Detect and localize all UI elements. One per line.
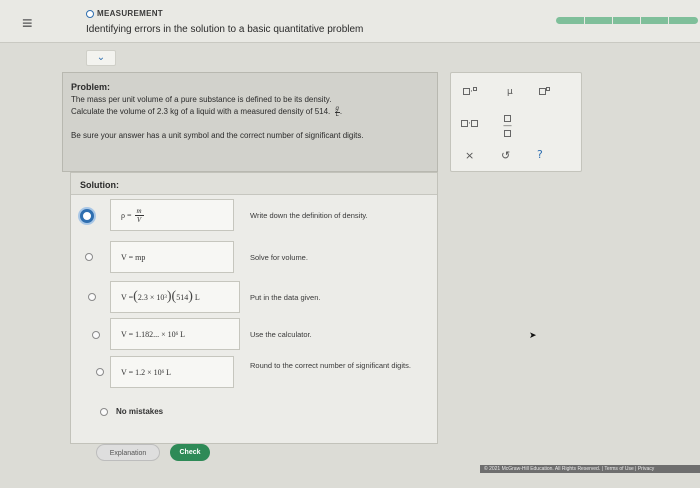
copyright-text: © 2021 McGraw-Hill Education. All Rights Reserved. <box>484 466 601 472</box>
density-unit <box>335 106 340 118</box>
step-3-density: 514 <box>176 292 189 302</box>
step-4-unit: L <box>180 329 186 339</box>
collapse-chevron-button[interactable]: ⌄ <box>86 50 116 66</box>
fraction-icon[interactable]: — <box>503 115 512 138</box>
step-5-radio[interactable] <box>96 368 104 376</box>
terms-link[interactable]: Terms of Use <box>604 466 634 472</box>
step-1-denominator: V <box>136 215 142 224</box>
density-unit-denominator: L <box>335 112 339 118</box>
no-mistakes-radio[interactable] <box>100 408 108 416</box>
step-5-unit: L <box>166 367 172 377</box>
problem-box <box>62 72 438 172</box>
step-3-radio[interactable] <box>88 293 96 301</box>
step-4-radio[interactable] <box>92 331 100 339</box>
step-5-value: V = 1.2 × 10 <box>121 367 162 377</box>
multiply-dot-icon[interactable]: · <box>461 119 478 129</box>
density-unit-numerator: g <box>335 106 339 112</box>
topic-title: Identifying errors in the solution to a basic quantitative problem <box>86 24 364 35</box>
section-label <box>86 9 163 18</box>
section-status-icon <box>86 10 94 18</box>
step-4-exponent: 6 <box>175 331 179 337</box>
check-button[interactable]: Check <box>170 444 210 461</box>
micro-prefix-button[interactable]: μ <box>507 87 513 97</box>
step-3-mass: 2.3 × 10 <box>137 292 165 302</box>
progress-bar <box>556 17 698 24</box>
step-4-math <box>110 318 240 350</box>
step-3-lhs: V = <box>121 292 134 302</box>
exponent-icon[interactable] <box>539 87 550 97</box>
explanation-button[interactable]: Explanation <box>96 444 160 461</box>
step-2-description: Solve for volume. <box>250 253 308 262</box>
step-2-radio[interactable] <box>85 253 93 261</box>
step-5-exponent: 6 <box>161 369 165 375</box>
problem-line-2-text: Calculate the volume of 2.3 kg of a liquid with a measured density of 514. <box>71 107 331 117</box>
problem-instruction: Be sure your answer has a unit symbol and the correct number of significant digits. <box>71 131 364 141</box>
step-1-fraction <box>135 207 144 224</box>
math-toolbox <box>450 72 582 172</box>
step-1-radio[interactable] <box>80 209 94 223</box>
step-3-unit: L <box>194 292 200 302</box>
problem-line-1: The mass per unit volume of a pure substance is defined to be its density. <box>71 95 332 104</box>
step-4-description: Use the calculator. <box>250 330 312 339</box>
step-1-description: Write down the definition of density. <box>250 211 368 220</box>
scientific-notation-icon[interactable]: · <box>463 87 477 97</box>
footer-bar: © 2021 McGraw-Hill Education. All Rights Reserved. | Terms of Use | Privacy <box>480 465 700 473</box>
step-3-math: V = ( 2.3 × 10 3 ) ( 514 ) L <box>110 281 240 313</box>
undo-button[interactable]: ↺ <box>501 149 511 162</box>
problem-line-2: Calculate the volume of 2.3 kg of a liquid with a measured density of 514. $\frac{g}{L}$. <box>71 106 343 118</box>
step-1-numerator: m <box>136 206 142 215</box>
step-2-math: V = mp <box>110 241 234 273</box>
step-3-description: Put in the data given. <box>250 293 321 302</box>
step-1-lhs: ρ = <box>121 210 132 220</box>
step-1-math <box>110 199 234 231</box>
solution-heading: Solution: <box>71 173 437 195</box>
step-5-math <box>110 356 234 388</box>
mouse-cursor-icon: ➤ <box>529 330 537 340</box>
problem-heading: Problem: <box>71 82 111 92</box>
section-label-text: MEASUREMENT <box>97 9 163 18</box>
privacy-link[interactable]: Privacy <box>637 466 655 472</box>
no-mistakes-label: No mistakes <box>116 407 164 416</box>
help-button[interactable]: ? <box>537 148 543 161</box>
step-4-value: V = 1.182... × 10 <box>121 329 176 339</box>
clear-button[interactable]: × <box>465 149 475 162</box>
hamburger-menu-icon[interactable]: ≡ <box>22 13 33 33</box>
step-5-description: Round to the correct number of significant digits. <box>250 361 411 370</box>
step-3-mass-exponent: 3 <box>164 294 167 300</box>
top-bar <box>0 0 700 43</box>
